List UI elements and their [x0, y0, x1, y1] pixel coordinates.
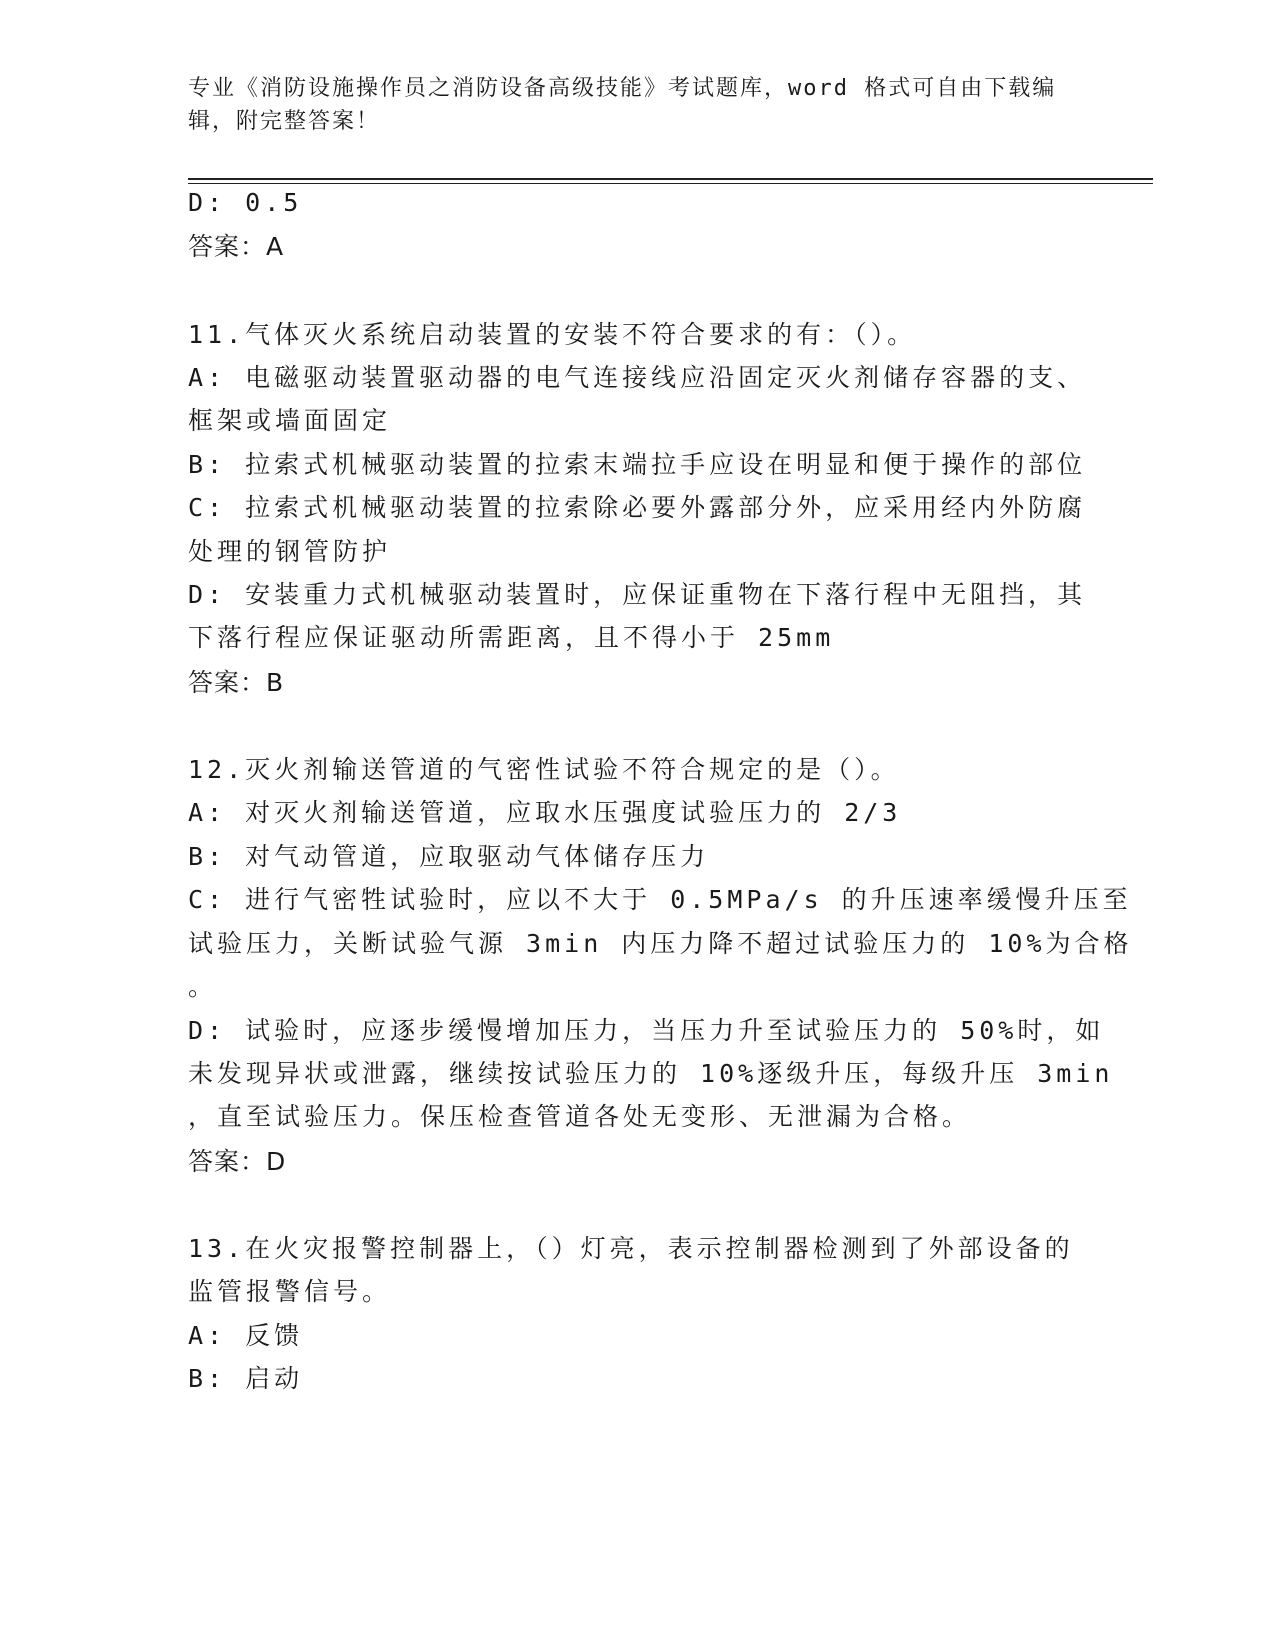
header-intro-line-2: 辑，附完整答案！	[188, 109, 381, 134]
q11-answer: 答案：B	[188, 668, 285, 697]
q12-option-d-cont: 未发现异状或泄露，继续按试验压力的 10%逐级升压，每级升压 3min	[188, 1059, 1114, 1088]
q12-answer: 答案：D	[188, 1147, 287, 1176]
q11-stem: 11.气体灭火系统启动装置的安装不符合要求的有：（）。	[188, 320, 917, 349]
q11-option-a-cont: 框架或墙面固定	[188, 406, 392, 435]
q12-stem: 12.灭火剂输送管道的气密性试验不符合规定的是（）。	[188, 755, 900, 784]
q12-option-c-end: 。	[188, 972, 218, 1001]
page-header	[188, 72, 1068, 138]
q12-option-a: A: 对灭火剂输送管道，应取水压强度试验压力的 2/3	[188, 798, 902, 827]
q12-option-c: C: 进行气密牲试验时，应以不大于 0.5MPa/s 的升压速率缓慢升压至	[188, 885, 1132, 914]
q13-stem: 13.在火灾报警控制器上，（）灯亮，表示控制器检测到了外部设备的	[188, 1234, 1074, 1263]
q11-option-b: B: 拉索式机械驱动装置的拉索末端拉手应设在明显和便于操作的部位	[188, 450, 1087, 479]
q10-option-d: D: 0.5	[188, 188, 303, 217]
q12-option-d: D: 试验时，应逐步缓慢增加压力，当压力升至试验压力的 50%时，如	[188, 1016, 1105, 1045]
q11-option-d-cont: 下落行程应保证驱动所需距离，且不得小于 25mm	[188, 623, 835, 652]
header-intro-line-1: 专业《消防设施操作员之消防设备高级技能》考试题库，word 格式可自由下载编	[188, 76, 1057, 101]
q12-option-d-end: ，直至试验压力。保压检查管道各处无变形、无泄漏为合格。	[188, 1102, 972, 1131]
q13-option-b: B: 启动	[188, 1364, 304, 1393]
q11-option-d: D: 安装重力式机械驱动装置时，应保证重物在下落行程中无阻挡，其	[188, 580, 1087, 609]
q12-option-c-cont: 试验压力，关断试验气源 3min 内压力降不超过试验压力的 10%为合格	[188, 929, 1133, 958]
header-divider-thin	[188, 183, 1153, 184]
q13-stem-cont: 监管报警信号。	[188, 1277, 392, 1306]
q10-answer: 答案：A	[188, 232, 285, 261]
q13-option-a: A: 反馈	[188, 1321, 304, 1350]
q12-option-b: B: 对气动管道，应取驱动气体储存压力	[188, 842, 710, 871]
q11-option-c: C: 拉索式机械驱动装置的拉索除必要外露部分外，应采用经内外防腐	[188, 493, 1087, 522]
header-divider-thick	[188, 178, 1153, 180]
q11-option-c-cont: 处理的钢管防护	[188, 537, 392, 566]
q11-option-a: A: 电磁驱动装置驱动器的电气连接线应沿固定灭火剂储存容器的支、	[188, 363, 1087, 392]
